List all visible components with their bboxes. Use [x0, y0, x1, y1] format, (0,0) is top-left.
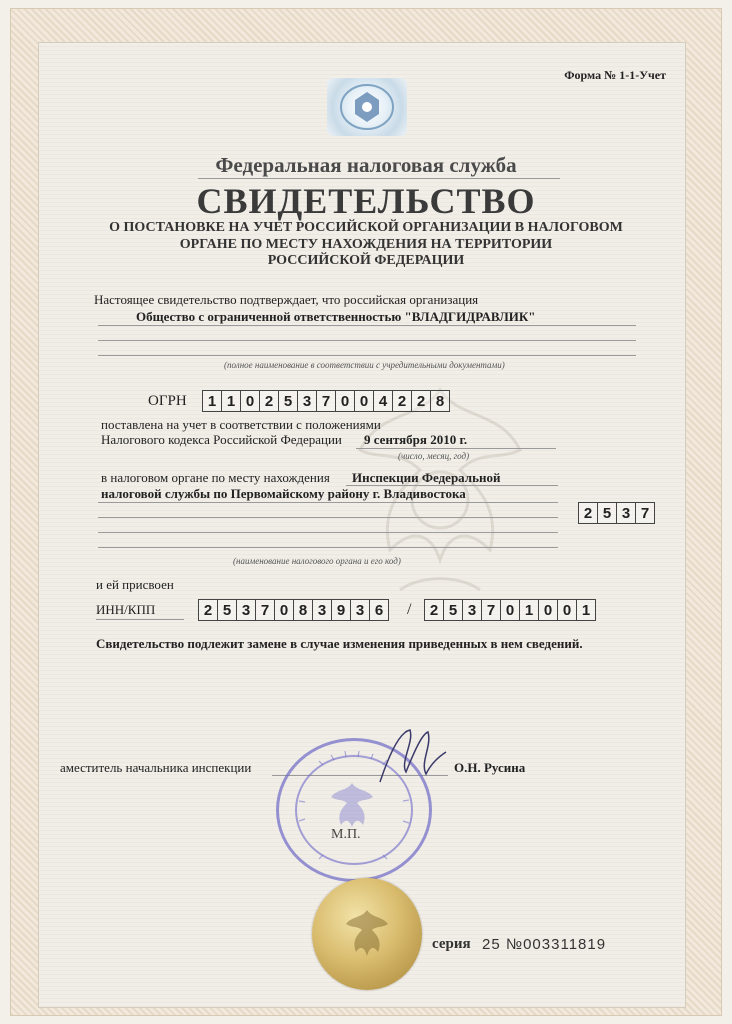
ogrn-value: [202, 390, 449, 412]
kpp-value: [424, 599, 595, 621]
office-code: [578, 502, 654, 524]
tax-code-text: Налогового кодекса Российской Федерации: [101, 432, 342, 447]
inn-digit: 3: [350, 599, 370, 621]
inn-digit: 3: [236, 599, 256, 621]
subtitle-line-1: О ПОСТАНОВКЕ НА УЧЕТ РОССИЙСКОЙ ОРГАНИЗАЦИИ В НАЛОГОВОМ: [109, 220, 623, 235]
org-line-3: [98, 355, 636, 356]
emblem-icon: [327, 78, 407, 136]
ogrn-digit: 0: [335, 390, 355, 412]
date-caption: (число, месяц, год): [398, 451, 470, 461]
signature-icon: [370, 722, 450, 792]
registration-date: 9 сентября 2010 г.: [364, 432, 468, 447]
ogrn-digit: 2: [259, 390, 279, 412]
series-number: №003311819: [506, 936, 607, 953]
kpp-digit: 0: [557, 599, 577, 621]
inn-kpp-label: ИНН/КПП: [96, 602, 156, 617]
inn-digit: 6: [369, 599, 389, 621]
kpp-digit: 0: [538, 599, 558, 621]
kpp-digit: 0: [500, 599, 520, 621]
office-line-2: [98, 502, 558, 503]
office-line-4: [98, 532, 558, 533]
series-label: серия: [432, 936, 471, 952]
kpp-digit: 3: [462, 599, 482, 621]
inn-digit: 2: [198, 599, 218, 621]
inn-value: [198, 599, 388, 621]
inn-digit: 3: [312, 599, 332, 621]
ogrn-label: ОГРН: [148, 393, 187, 409]
inn-digit: 5: [217, 599, 237, 621]
inn-digit: 8: [293, 599, 313, 621]
ogrn-digit: 3: [297, 390, 317, 412]
org-name-caption: (полное наименование в соответствии с учредительными документами): [224, 360, 505, 370]
inn-kpp-separator: /: [407, 601, 412, 618]
office-label: в налоговом органе по месту нахождения: [101, 470, 330, 485]
agency-name: Федеральная налоговая служба: [215, 153, 517, 177]
ogrn-digit: 1: [202, 390, 222, 412]
org-line-2: [98, 340, 636, 341]
subtitle-line-3: РОССИЙСКОЙ ФЕДЕРАЦИИ: [267, 253, 465, 268]
signatory-name: О.Н. Русина: [454, 760, 526, 775]
form-label: Форма № 1-1-Учет: [564, 68, 666, 82]
kpp-digit: 1: [576, 599, 596, 621]
office-line-5: [98, 547, 558, 548]
office-code-digit: 5: [597, 502, 617, 524]
stamp-place-label: М.П.: [331, 827, 361, 842]
ogrn-digit: 7: [316, 390, 336, 412]
office-code-digit: 2: [578, 502, 598, 524]
agency-underline: [198, 178, 560, 179]
office-line-3: [98, 517, 558, 518]
ogrn-digit: 8: [430, 390, 450, 412]
office-name-line-1: Инспекции Федеральной: [352, 470, 501, 485]
assigned-label: и ей присвоен: [96, 577, 174, 592]
registered-text: поставлена на учет в соответствии с положениями: [101, 417, 381, 432]
ogrn-digit: 2: [411, 390, 431, 412]
ogrn-digit: 1: [221, 390, 241, 412]
hologram-emblem: [327, 78, 407, 136]
ogrn-digit: 4: [373, 390, 393, 412]
kpp-digit: 1: [519, 599, 539, 621]
office-caption: (наименование налогового органа и его код): [233, 556, 401, 566]
inn-digit: 9: [331, 599, 351, 621]
ogrn-digit: 0: [240, 390, 260, 412]
inn-kpp-line: [96, 619, 184, 620]
office-name-line-2: налоговой службы по Первомайскому району г. Владивостока: [101, 486, 466, 501]
kpp-digit: 2: [424, 599, 444, 621]
gold-seal: [312, 878, 422, 990]
ogrn-digit: 2: [392, 390, 412, 412]
signatory-position: аместитель начальника инспекции: [60, 760, 252, 775]
kpp-digit: 5: [443, 599, 463, 621]
office-code-digit: 7: [635, 502, 655, 524]
ogrn-digit: 0: [354, 390, 374, 412]
inn-digit: 7: [255, 599, 275, 621]
inn-digit: 0: [274, 599, 294, 621]
subtitle-line-2: ОРГАНЕ ПО МЕСТУ НАХОЖДЕНИЯ НА ТЕРРИТОРИИ: [179, 237, 553, 252]
ogrn-digit: 5: [278, 390, 298, 412]
replacement-note: Свидетельство подлежит замене в случае изменения приведенных в нем сведений.: [96, 636, 583, 651]
document-title: СВИДЕТЕЛЬСТВО: [196, 181, 536, 221]
gold-seal-eagle-icon: [342, 906, 392, 961]
date-line: [356, 448, 556, 449]
kpp-digit: 7: [481, 599, 501, 621]
series-region: 25: [482, 936, 501, 953]
office-code-digit: 3: [616, 502, 636, 524]
intro-text: Настоящее свидетельство подтверждает, что российская организация: [94, 292, 479, 307]
org-line-1: [98, 325, 636, 326]
organization-name: Общество с ограниченной ответственностью "ВЛАДГИДРАВЛИК": [136, 309, 536, 324]
